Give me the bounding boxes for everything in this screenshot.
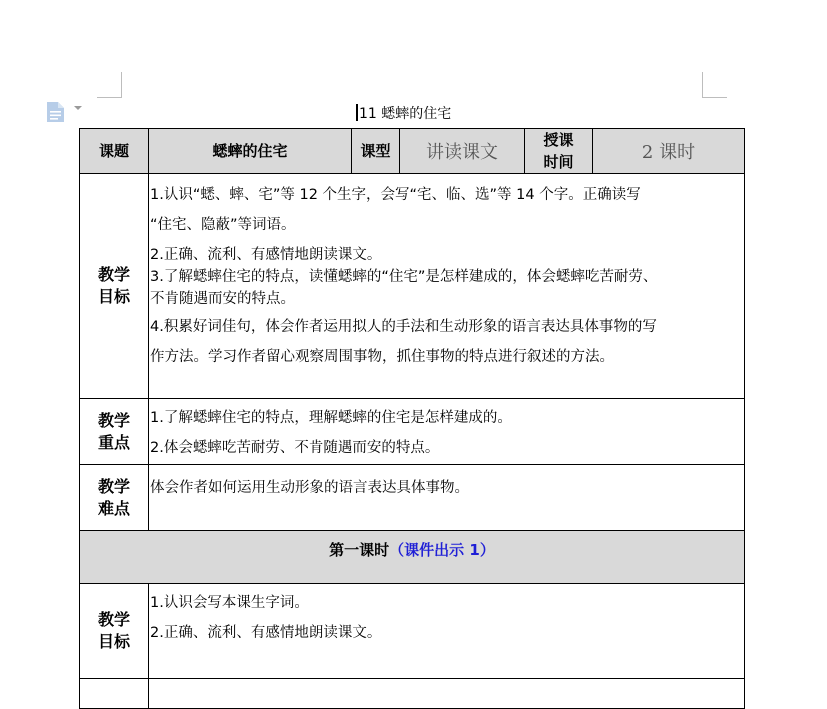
objective-line: “住宅、隐蔽”等词语。 [150, 217, 296, 233]
difficulties-content[interactable]: 体会作者如何运用生动形象的语言表达具体事物。 [149, 465, 745, 531]
lesson1-objectives-label: 教学 目标 [80, 584, 149, 679]
document-title[interactable]: 11 蟋蟀的住宅 [356, 104, 451, 124]
objective-line: 作方法。学习作者留心观察周围事物，抓住事物的特点进行叙述的方法。 [150, 349, 614, 365]
objectives-content[interactable] [149, 174, 745, 399]
paste-options-icon[interactable] [46, 101, 66, 123]
type-value[interactable]: 讲读课文 [400, 129, 525, 174]
time-label: 授课 时间 [525, 129, 593, 174]
objectives-row [80, 174, 745, 399]
topic-value[interactable]: 蟋蟀的住宅 [149, 129, 352, 174]
chevron-down-icon[interactable] [74, 106, 82, 110]
lesson-plan-table [79, 128, 745, 709]
text-cursor [356, 104, 358, 121]
lesson1-heading-row [80, 531, 745, 584]
objective-line: 1.认识“蟋、蟀、宅”等 12 个生字，会写“宅、临、选”等 14 个字。正确读写 [150, 187, 641, 203]
key-point-line: 1.了解蟋蟀住宅的特点，理解蟋蟀的住宅是怎样建成的。 [150, 410, 512, 426]
objective-line: 2.正确、流利、有感情地朗读课文。 [150, 247, 382, 263]
objective-line: 4.积累好词佳句，体会作者运用拟人的手法和生动形象的语言表达具体事物的写 [150, 319, 657, 335]
next-row-partial [80, 679, 745, 709]
objective-line: 2.正确、流利、有感情地朗读课文。 [150, 625, 382, 641]
page-margin-corner-top-right [702, 72, 727, 98]
objective-line: 1.认识会写本课生字词。 [150, 595, 309, 611]
objectives-label: 教学 目标 [80, 174, 149, 399]
difficulties-row [80, 465, 745, 531]
lesson1-heading[interactable]: 第一课时（课件出示 1） [80, 531, 745, 584]
lesson1-objectives-row [80, 584, 745, 679]
header-row [80, 129, 745, 174]
time-value[interactable]: 2 课时 [593, 129, 745, 174]
type-label: 课型 [352, 129, 400, 174]
objective-line: 3.了解蟋蟀住宅的特点，读懂蟋蟀的“住宅”是怎样建成的，体会蟋蟀吃苦耐劳、 [150, 269, 658, 285]
key-point-line: 2.体会蟋蟀吃苦耐劳、不肯随遇而安的特点。 [150, 440, 440, 456]
key-points-label: 教学 重点 [80, 399, 149, 465]
key-points-content[interactable] [149, 399, 745, 465]
difficulties-label: 教学 难点 [80, 465, 149, 531]
topic-label: 课题 [80, 129, 149, 174]
objective-line: 不肯随遇而安的特点。 [150, 291, 295, 307]
page-margin-corner-top-left [97, 72, 122, 98]
courseware-note: （课件出示 1） [389, 541, 495, 559]
lesson1-objectives-content[interactable] [149, 584, 745, 679]
key-points-row [80, 399, 745, 465]
